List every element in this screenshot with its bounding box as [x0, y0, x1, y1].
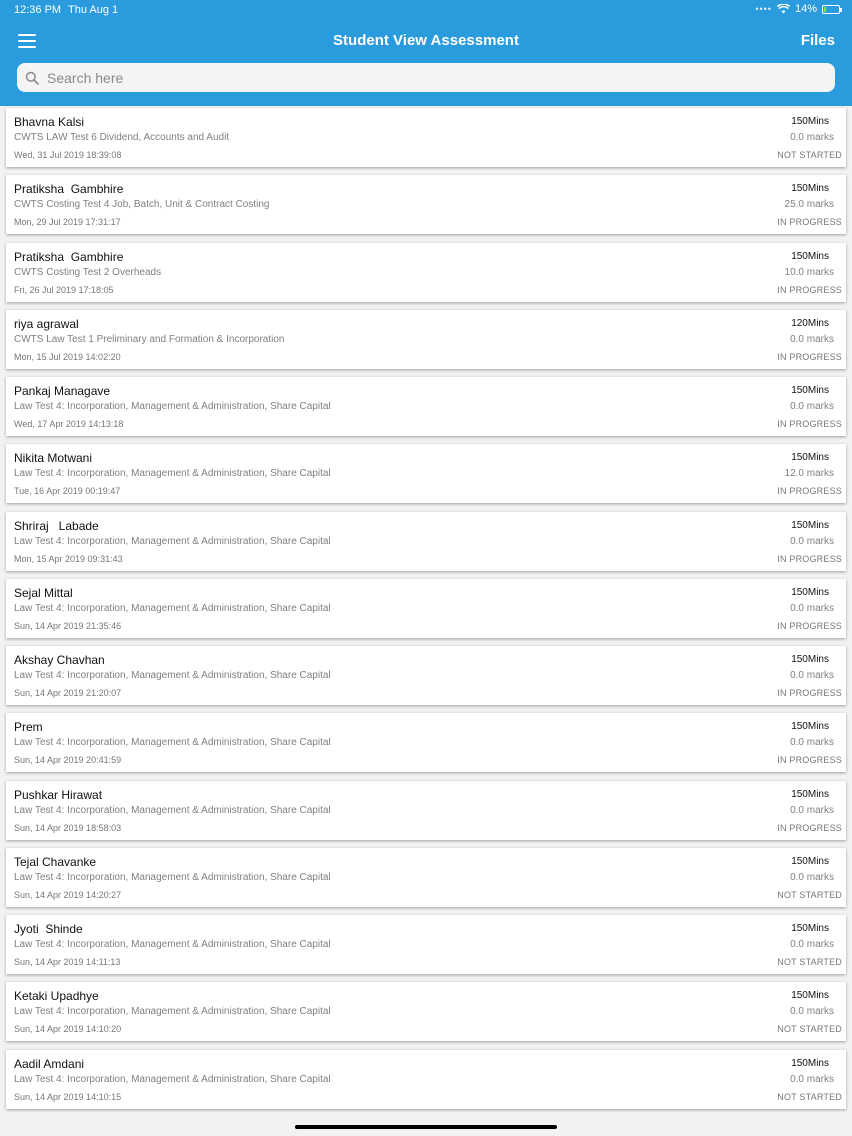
assessment-card[interactable] [6, 377, 846, 436]
assessment-card[interactable] [6, 579, 846, 638]
status-indicators [755, 3, 840, 15]
test-title: CWTS LAW Test 6 Dividend, Accounts and Audit [14, 132, 230, 143]
marks-label: 0.0 marks [790, 132, 834, 143]
duration-label: 150Mins [791, 452, 829, 464]
marks-label: 10.0 marks [784, 266, 834, 278]
duration-label: 120Mins [791, 317, 829, 329]
marks-label: 0.0 marks [790, 737, 834, 749]
assessment-date: Sun, 14 Apr 2019 20:41:59 [14, 755, 122, 766]
assessment-card[interactable] [6, 108, 846, 167]
student-name: Bhavna Kalsi [14, 115, 85, 129]
marks-label: 25.0 marks [784, 199, 834, 211]
duration-label: 150Mins [791, 586, 829, 598]
marks-label: 0.0 marks [790, 804, 834, 816]
status-bar [0, 0, 852, 20]
status-label: NOT STARTED [777, 1091, 842, 1102]
assessment-date: Sun, 14 Apr 2019 21:20:07 [14, 688, 122, 698]
student-name: Ketaki Upadhye [14, 989, 99, 1004]
status-label: IN PROGRESS [777, 486, 842, 497]
duration-label: 150Mins [791, 788, 829, 800]
home-indicator [295, 1125, 557, 1129]
assessment-date: Sun, 14 Apr 2019 18:58:03 [14, 822, 122, 833]
student-name: Pushkar Hirawat [14, 787, 103, 802]
student-name: Prem [14, 720, 43, 735]
navigation-bar [0, 20, 852, 106]
duration-label: 150Mins [791, 183, 829, 195]
assessment-card[interactable] [6, 646, 846, 705]
assessment-card[interactable] [6, 982, 846, 1041]
battery-icon [822, 5, 840, 14]
status-label: IN PROGRESS [777, 620, 842, 631]
assessment-date: Sun, 14 Apr 2019 14:10:20 [14, 1024, 122, 1035]
status-label: IN PROGRESS [777, 217, 842, 228]
test-title: Law Test 4: Incorporation, Management & Administration, Share Capital [14, 1073, 331, 1085]
student-name: Pankaj Managave [14, 384, 111, 398]
test-title: CWTS Costing Test 4 Job, Batch, Unit & Contract Costing [14, 199, 270, 211]
marks-label: 0.0 marks [790, 1006, 834, 1018]
marks-label: 0.0 marks [790, 670, 834, 681]
test-title: Law Test 4: Incorporation, Management & Administration, Share Capital [14, 602, 331, 614]
student-name: Sejal Mittal [14, 585, 73, 600]
duration-label: 150Mins [791, 654, 829, 665]
wifi-icon [777, 4, 790, 14]
student-name: Nikita Motwani [14, 451, 93, 466]
student-name: Pratiksha Gambhire [14, 249, 124, 264]
test-title: Law Test 4: Incorporation, Management & Administration, Share Capital [14, 670, 331, 681]
files-button[interactable]: Files [800, 32, 835, 49]
student-name: Tejal Chavanke [14, 854, 97, 869]
status-label: IN PROGRESS [777, 553, 842, 564]
duration-label: 150Mins [791, 855, 829, 867]
assessment-date: Mon, 29 Jul 2019 17:31:17 [14, 217, 121, 228]
marks-label: 0.0 marks [790, 333, 834, 345]
assessment-date: Wed, 17 Apr 2019 14:13:18 [14, 419, 124, 429]
assessment-card[interactable] [6, 310, 846, 369]
test-title: Law Test 4: Incorporation, Management & Administration, Share Capital [14, 737, 331, 749]
test-title: Law Test 4: Incorporation, Management & Administration, Share Capital [14, 804, 331, 816]
duration-label: 150Mins [791, 519, 829, 531]
duration-label: 150Mins [791, 1057, 829, 1069]
marks-label: 12.0 marks [784, 468, 834, 480]
assessment-date: Sun, 14 Apr 2019 14:20:27 [14, 889, 122, 900]
marks-label: 0.0 marks [790, 1073, 834, 1085]
assessment-card[interactable] [6, 713, 846, 772]
search-icon [25, 71, 39, 85]
assessment-date: Wed, 31 Jul 2019 18:39:08 [14, 150, 122, 160]
assessment-date: Sun, 14 Apr 2019 14:11:13 [14, 957, 121, 967]
student-name: Akshay Chavhan [14, 653, 105, 667]
test-title: CWTS Costing Test 2 Overheads [14, 266, 162, 278]
assessment-card[interactable] [6, 781, 846, 840]
assessment-card[interactable] [6, 1050, 846, 1109]
test-title: Law Test 4: Incorporation, Management & Administration, Share Capital [14, 1006, 331, 1018]
search-bar[interactable] [17, 63, 835, 92]
signal-icon: •••• [755, 4, 772, 14]
duration-label: 150Mins [791, 385, 829, 396]
marks-label: 0.0 marks [790, 602, 834, 614]
search-input[interactable] [45, 69, 809, 87]
duration-label: 150Mins [791, 923, 829, 934]
marks-label: 0.0 marks [790, 871, 834, 883]
duration-label: 150Mins [791, 990, 829, 1002]
test-title: Law Test 4: Incorporation, Management & Administration, Share Capital [14, 401, 331, 412]
student-name: Aadil Amdani [14, 1056, 85, 1071]
student-name: Jyoti Shinde [14, 922, 83, 936]
assessment-card[interactable] [6, 512, 846, 571]
status-label: IN PROGRESS [777, 284, 842, 295]
status-label: NOT STARTED [777, 150, 842, 160]
status-date: Thu Aug 1 [68, 4, 119, 16]
assessment-card[interactable] [6, 848, 846, 907]
assessment-card[interactable] [6, 915, 846, 974]
status-label: NOT STARTED [777, 1024, 842, 1035]
student-name: riya agrawal [14, 316, 79, 331]
assessment-card[interactable] [6, 444, 846, 503]
test-title: Law Test 4: Incorporation, Management & Administration, Share Capital [14, 939, 331, 950]
student-name: Shriraj Labade [14, 518, 99, 533]
duration-label: 150Mins [791, 116, 829, 127]
marks-label: 0.0 marks [790, 401, 834, 412]
status-label: IN PROGRESS [777, 419, 842, 429]
status-label: IN PROGRESS [777, 351, 842, 362]
test-title: CWTS Law Test 1 Preliminary and Formation & Incorporation [14, 333, 285, 345]
test-title: Law Test 4: Incorporation, Management & Administration, Share Capital [14, 468, 331, 480]
student-name: Pratiksha Gambhire [14, 182, 124, 197]
assessment-date: Sun, 14 Apr 2019 14:10:15 [14, 1091, 122, 1102]
test-title: Law Test 4: Incorporation, Management & Administration, Share Capital [14, 871, 331, 883]
assessment-date: Tue, 16 Apr 2019 00:19:47 [14, 486, 121, 497]
status-label: IN PROGRESS [777, 688, 842, 698]
assessment-date: Sun, 14 Apr 2019 21:35:46 [14, 620, 122, 631]
assessment-card[interactable] [6, 243, 846, 302]
page-title: Student View Assessment [333, 32, 519, 49]
assessment-date: Mon, 15 Jul 2019 14:02:20 [14, 351, 121, 362]
duration-label: 150Mins [791, 721, 829, 733]
duration-label: 150Mins [791, 250, 829, 262]
status-time: 12:36 PM [14, 4, 62, 16]
status-label: IN PROGRESS [777, 822, 842, 833]
status-label: NOT STARTED [777, 957, 842, 967]
assessment-card[interactable] [6, 175, 846, 234]
assessment-date: Fri, 26 Jul 2019 17:18:05 [14, 284, 114, 295]
battery-percent: 14% [794, 3, 817, 15]
assessment-date: Mon, 15 Apr 2019 09:31:43 [14, 553, 123, 564]
status-label: IN PROGRESS [777, 755, 842, 766]
status-label: NOT STARTED [777, 889, 842, 900]
marks-label: 0.0 marks [790, 535, 834, 547]
marks-label: 0.0 marks [790, 939, 834, 950]
assessment-list[interactable] [6, 108, 846, 1117]
test-title: Law Test 4: Incorporation, Management & Administration, Share Capital [14, 535, 331, 547]
